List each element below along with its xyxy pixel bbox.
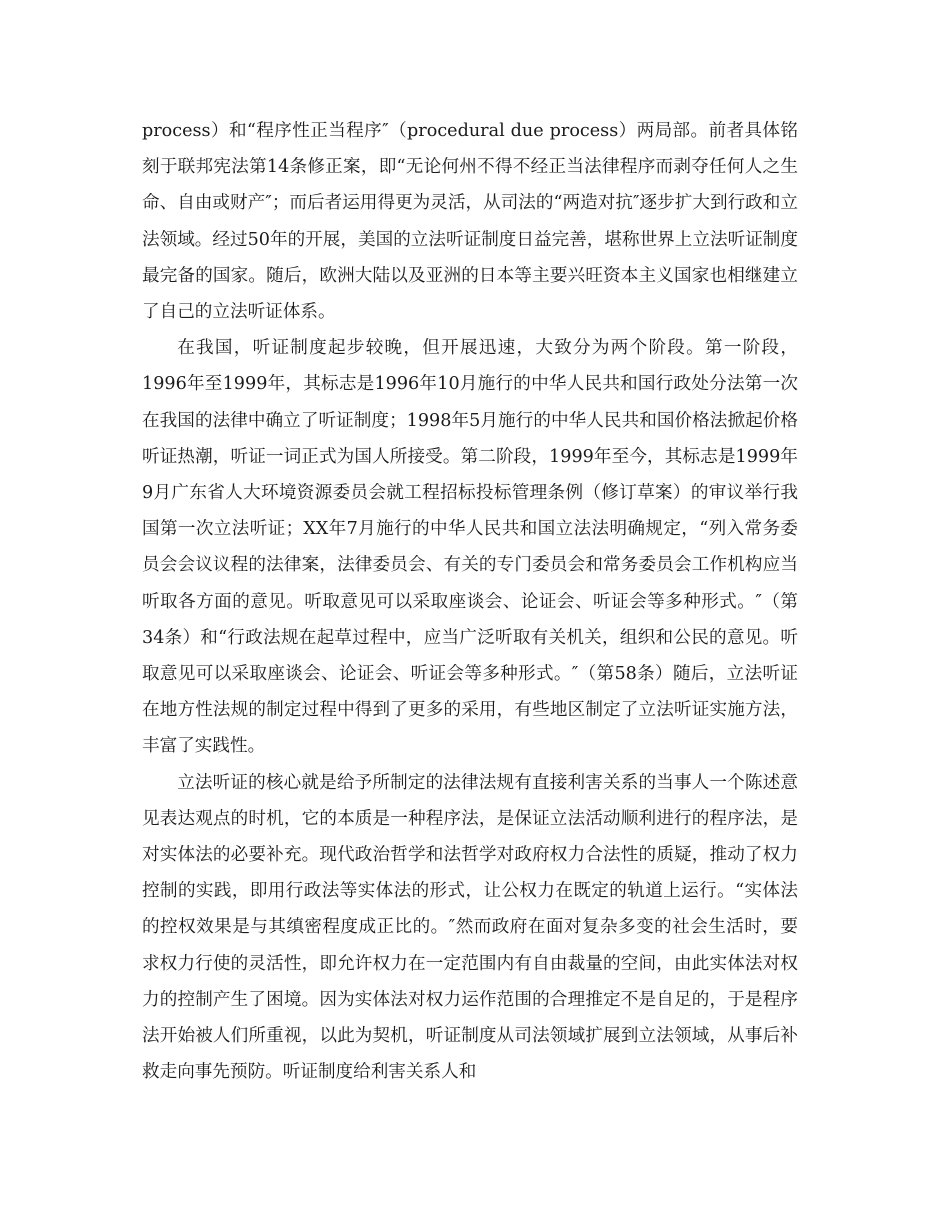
- paragraph-hearing-core: 立法听证的核心就是给予所制定的法律法规有直接利害关系的当事人一个陈述意见表达观点的时机，它的本质是一种程序法，是保证立法活动顺利进行的程序法，是对实体法的必要补充。现代政治哲学和法哲学对政府权力合法性的质疑，推动了权力控制的实践，即用行政法等实体法的形式，让公权力在既定的轨道上运行。“实体法的控权效果是与其缜密程度成正比的。″然而政府在面对复杂多变的社会生活时，要求权力行使的灵活性，即允许权力在一定范围内有自由裁量的空间，由此实体法对权力的控制产生了困境。因为实体法对权力运作范围的合理推定不是自足的，于是程序法开始被人们所重视，以此为契机，听证制度从司法领域扩展到立法领域，从事后补救走向事先预防。听证制度给利害关系人和: [142, 772, 798, 1083]
- body-text: [142, 113, 798, 1090]
- paragraph-china-hearing-stages: 在我国，听证制度起步较晚，但开展迅速，大致分为两个阶段。第一阶段，1996年至1999年，其标志是1996年10月施行的中华人民共和国行政处分法第一次在我国的法律中确立了听证制度；1998年5月施行的中华人民共和国价格法掀起价格听证热潮，听证一词正式为国人所接受。第二阶段，1999年至今，其标志是1999年9月广东省人大环境资源委员会就工程招标投标管理条例（修订草案）的审议举行我国第一次立法听证；XX年7月施行的中华人民共和国立法法明确规定，“列入常务委员会会议议程的法律案，法律委员会、有关的专门委员会和常务委员会工作机构应当听取各方面的意见。听取意见可以采取座谈会、论证会、听证会等多种形式。″（第34条）和“行政法规在起草过程中，应当广泛听取有关机关，组织和公民的意见。听取意见可以采取座谈会、论证会、听证会等多种形式。″（第58条）随后，立法听证在地方性法规的制定过程中得到了更多的采用，有些地区制定了立法听证实施方法，丰富了实践性。: [142, 338, 798, 757]
- paragraph-us-hearing-history: process）和“程序性正当程序″（procedural due process）两局部。前者具体铭刻于联邦宪法第14条修正案，即“无论何州不得不经正当法律程序而剥夺任何人之生命、自由或财产″；而后者运用得更为灵活，从司法的“两造对抗″逐步扩大到行政和立法领域。经过50年的开展，美国的立法听证制度日益完善，堪称世界上立法听证制度最完备的国家。随后，欧洲大陆以及亚洲的日本等主要兴旺资本主义国家也相继建立了自己的立法听证体系。: [142, 121, 798, 323]
